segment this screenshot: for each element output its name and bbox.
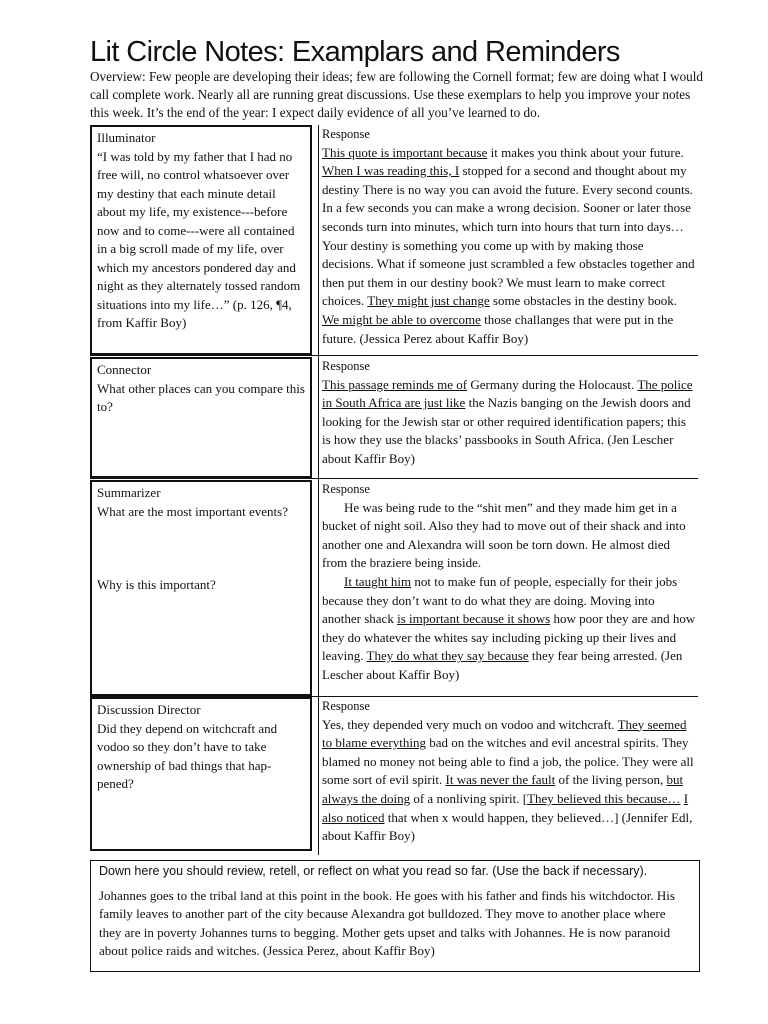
response-label: Response (322, 127, 370, 141)
response-label: Response (322, 699, 370, 713)
discussion-director-row (90, 697, 698, 851)
illuminator-cue-cell (90, 125, 312, 355)
summary-prompt: Down here you should review, retell, or reflect on what you read so far. (Use the back if necessary). (99, 864, 648, 878)
overview-paragraph: Overview: Few people are developing their ideas; few are following the Cornell format; few are doing what I would call complete work. Nearly all are running great discussions. Use these exemplars to help you improve your notes this week. It’s the end of the year: I expect daily evidence of all you’ve learned to do. (90, 69, 704, 120)
connector-response-cell (320, 357, 698, 478)
connector-row (90, 357, 698, 478)
connector-response: This passage reminds me of Germany during the Holocaust. The police in South Africa are just like the Nazis banging on the Jewish doors and looking for the Jewish star or other required identification papers; this is how they use the blacks’ passbooks in South Africa. (Jen Lescher about Kaffir Boy) (322, 376, 693, 466)
summarizer-question-events: What are the most important events? (97, 503, 288, 519)
summarizer-question-importance: Why is this important? (97, 577, 216, 592)
summary-text: Johannes goes to the tribal land at this point in the book. He goes with his father and finds his witchdoctor. His family leaves to another part of the city because Alexandra got bulldozed. They move to another place where they are in poverty Johannes turns to begging. Mother gets upset and talks with Johannes. He is now paranoid about police raids and witches. (Jessica Perez, about Kaffir Boy) (99, 887, 675, 958)
response-label: Response (322, 359, 370, 373)
summarizer-response-events: He was being rude to the “shit men” and they made him get in a bucket of night soil. Also they had to move out of their shack and into another one and Alexandra will soon be torn down. He almost died from the braziere being inside. (322, 499, 686, 571)
column-divider-line (318, 125, 321, 855)
discussion-director-response: Yes, they depended very much on vodoo and witchcraft. They seemed to blame everything bad on the witches and evil ancestral spirits. They blamed no money not being able to find a job, the police. They were all some sort of evil spirit. It was never the fault of the living person, but always the doing of a nonliving spirit. [They believed this because… I also noticed that when x would happen, they believed…] (Jennifer Edl, about Kaffir Boy) (322, 716, 694, 844)
illuminator-quote: “I was told by my father that I had no free will, no control whatsoever over my destiny that each minute detail about my life, my existence---before now and to come---were all contained in a big scroll made of my life, over which my ancestors pondered day and night as they alternately tossed random situations into my life…” (p. 126, ¶4, from Kaffir Boy) (97, 148, 301, 330)
summarizer-response-importance: It taught him not to make fun of people, especially for their jobs because they don’t want to do what they are doing. Moving into another shack is important because it shows how poor they are and how they do whatever the whites say including picking up their lives and leaving. They do what they say because they fear being arrested. (Jen Lescher about Kaffir Boy) (322, 573, 696, 682)
discussion-director-response-cell (320, 697, 698, 851)
discussion-director-cue-cell (90, 697, 312, 851)
role-label-summarizer: Summarizer (97, 485, 161, 500)
summarizer-row (90, 480, 698, 696)
page-title: Lit Circle Notes: Examplars and Reminders (90, 36, 620, 68)
connector-question: What other places can you compare this to? (97, 380, 305, 414)
role-label-connector: Connector (97, 362, 152, 377)
discussion-director-question: Did they depend on witchcraft and vodoo so they don’t have to take ownership of bad things that hap-pened? (97, 720, 278, 791)
response-label: Response (322, 482, 370, 496)
summary-box (90, 860, 700, 972)
row-divider (90, 355, 698, 356)
connector-cue-cell (90, 357, 312, 478)
illuminator-row (90, 125, 698, 355)
role-label-illuminator: Illuminator (97, 130, 156, 145)
summarizer-cue-cell (90, 480, 312, 696)
role-label-discussion-director: Discussion Director (97, 702, 201, 717)
summarizer-response-cell (320, 480, 698, 696)
row-divider (90, 478, 698, 479)
illuminator-response: This quote is important because it makes you think about your future. When I was reading this, I stopped for a second and thought about my destiny There is no way you can avoid the future. Every second counts. In a few seconds you can make a wrong decision. Sooner or later those seconds turn into minutes, which turn into hours that turn into days… Your destiny is something you come up with by making those decisions. What if someone just scrambled a few obstacles together and then put them in our destiny book? We must learn to make correct choices. They might just change some obstacles in the destiny book. We might be able to overcome those challanges that were put in the future. (Jessica Perez about Kaffir Boy) (322, 144, 695, 346)
illuminator-response-cell (320, 125, 698, 355)
